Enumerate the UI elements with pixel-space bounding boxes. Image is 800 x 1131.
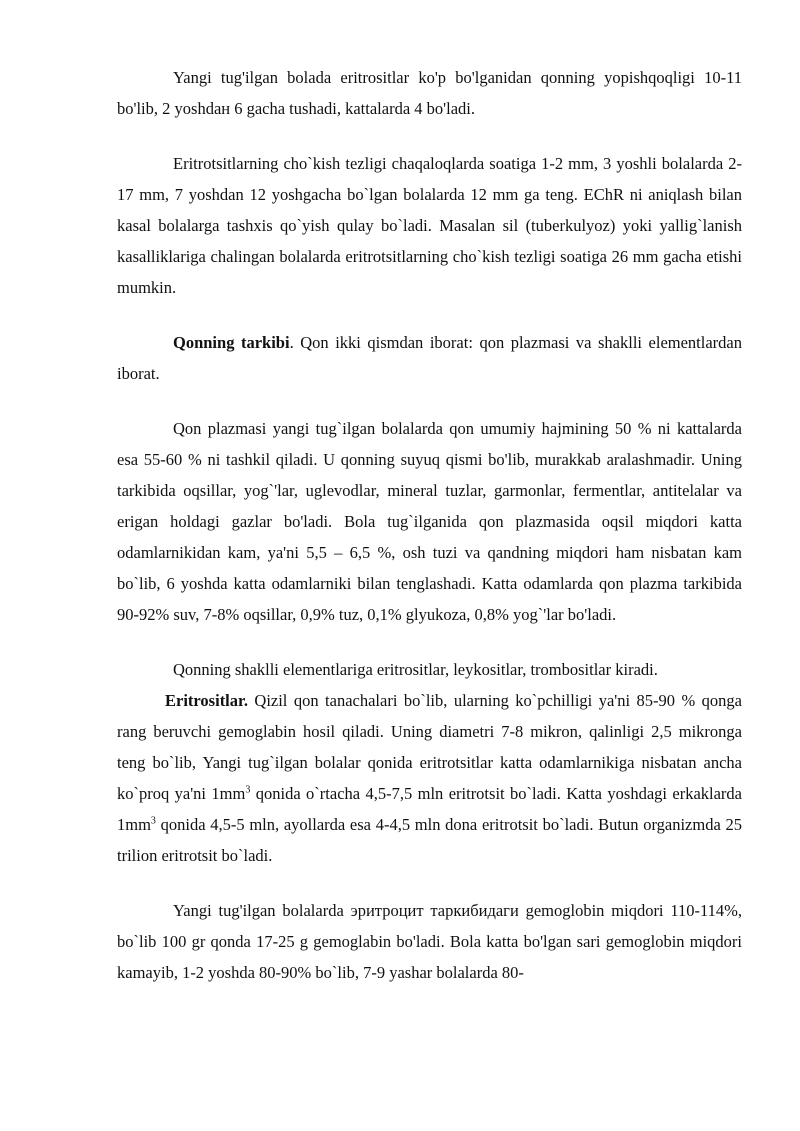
paragraph-plasma: Qon plazmasi yangi tug`ilgan bolalarda qon umumiy hajmining 50 % ni kattalarda esa 55-60 % ni tashkil qiladi. U qonning suyuq qismi bo'lib, murakkab aralashmadir. Uning tarkibida oqsillar, yog`'lar, uglevodlar, mineral tuzlar, garmonlar, fermentlar, antitelalar va erigan holdagi gazlar bo'ladi. Bola tug`ilganida qon plazmasida oqsil miqdori katta odamlarnikidan kam, ya'ni 5,5 – 6,5 %, osh tuzi va qandning miqdori ham nisbatan kam bo`lib, 6 yoshda katta odamlarniki bilan tenglashadi. Katta odamlarda qon plazma tarkibida 90-92% suv, 7-8% oqsillar, 0,9% tuz, 0,1% glyukoza, 0,8% yog`'lar bo'ladi.	[117, 419, 742, 624]
heading-blood-composition: Qonning tarkibi	[173, 333, 290, 352]
paragraph-erythrocytes	[117, 685, 742, 871]
paragraph-blood-composition-text: . Qon ikki qismdan iborat: qon plazmasi va shaklli elementlardan iborat.	[117, 333, 742, 383]
heading-erythrocytes: Eritrositlar.	[165, 691, 248, 710]
erythrocytes-text-3: qonida 4,5-5 mln, ayollarda esa 4-4,5 mln dona eritrotsit bo`ladi. Butun organizmda 25 trilion eritrotsit bo`ladi.	[117, 815, 742, 865]
paragraph-esr: Eritrotsitlarning cho`kish tezligi chaqaloqlarda soatiga 1-2 mm, 3 yoshli bolalarda 2-17 mm, 7 yoshdan 12 yoshgacha bo`lgan bolalarda 12 mm ga teng. EChR ni aniqlash bilan kasal bolalarga tashxis qo`yish qulay bo`ladi. Masalan sil (tuberkulyoz) yoki yallig`lanish kasalliklariga chalingan bolalarda eritrotsitlarning cho`kish tezligi soatiga 26 mm gacha etishi mumkin.	[117, 154, 742, 297]
erythrocytes-text-1: Qizil qon tanachalari bo`lib, ularning ko`pchilligi ya'ni 85-90 % qonga rang beruvchi gemoglabin hosil qiladi. Uning diametri 7-8 mikron, qalinligi 2,5 mikronga teng bo`lib, Yangi tug`ilgan bolalar qonida eritrotsitlar katta odamlarnikiga nisbatan ancha ko`proq ya'ni 1mm	[117, 691, 742, 803]
paragraph-hemoglobin: Yangi tug'ilgan bolalarda эритроцит таркибидаги gemoglobin miqdori 110-114%, bo`lib 100 gr qonda 17-25 g gemoglabin bo'ladi. Bola katta bo'lgan sari gemoglobin miqdori kamayib, 1-2 yoshda 80-90% bo`lib, 7-9 yashar bolalarda 80-	[117, 901, 742, 982]
document-page	[117, 62, 742, 988]
superscript-2: 3	[150, 815, 156, 827]
paragraph-formed-elements: Qonning shaklli elementlariga eritrositlar, leykositlar, trombositlar kiradi.	[173, 660, 658, 679]
erythrocytes-text-2: qonida o`rtacha 4,5-7,5 mln eritrotsit bo`ladi. Katta yoshdagi erkaklarda 1mm	[117, 784, 742, 834]
superscript-1: 3	[245, 784, 251, 796]
paragraph-blood-composition	[117, 327, 742, 389]
paragraph-viscosity: Yangi tug'ilgan bolada eritrositlar ko'p bo'lganidan qonning yopishqoqligi 10-11 bo'lib, 2 yoshdaн 6 gacha tushadi, kattalarda 4 bo'ladi.	[117, 68, 742, 118]
